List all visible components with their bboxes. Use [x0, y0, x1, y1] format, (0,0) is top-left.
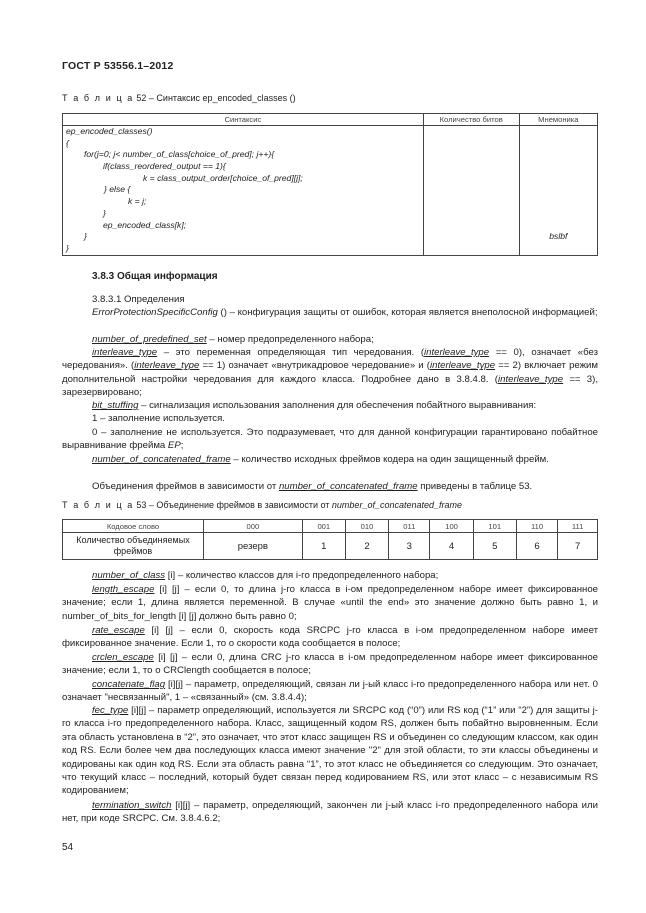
syntax-code-cell — [63, 126, 424, 256]
row-label-codeword: Кодовое слово — [63, 520, 204, 533]
paragraph: number_of_class [i] – количество классов для i-го предопределенного набора; — [92, 570, 439, 581]
code-cell: 111 — [558, 520, 598, 533]
code-cell: 000 — [204, 520, 303, 533]
code-cell: 110 — [516, 520, 557, 533]
code-line: } else { — [104, 184, 131, 195]
code-line: k = class_output_order[choice_of_pred][j]; — [143, 172, 303, 183]
paragraph: Объединения фреймов в зависимости от number_of_concatenated_frame приведены в таблице 53. — [92, 481, 533, 492]
value-cell: 4 — [430, 533, 473, 560]
code-cell: 101 — [473, 520, 516, 533]
paragraph: crclen_escape [i] [j] – если 0, длина CRC j-го класса в i-ом предопределенном наборе имеет фиксированное значение; если 1, то о CRClength сообщается в полосе; — [62, 652, 598, 677]
table-row — [63, 533, 598, 560]
code-line: k = j; — [128, 196, 147, 207]
paragraph: interleave_type – это переменная определяющая тип чередования. (interleave_type == 0), означает «без чередования». (interleave_type == 1) означает «внутрикадровое чередование» и (interleave_type == 2) включает режим дополнительной настройки чередования для каждого класса. Подробнее дано в 3.8.4.8. (interleave_type == 3), зарезервировано; — [62, 347, 599, 399]
table-52-caption-text: 52 – Синтаксис ep_encoded_classes () — [133, 93, 296, 103]
paragraph: fec_type [i][j] – параметр определяющий, используется ли SRCPC код (“0”) или RS код (“1” или “2”) для защиты j-го класса i-го предопределенного набора. Класс, защищенный кодом RS, должен быть побайтно выровненным. Если эта область установлена в “2”, это означает, что этот класс защищен RS и объединен со следующим классом, как один код RS. Если более чем два последующих класса имеют значение "2" для этой области, то эти классы объединены и кодированы как один код RS. Если эта область равна “1”, то этот класс не объединяется со следующим. Это означает, что текущий класс – последний, который будет связан перед кодированием RS, или этот класс – с независимым RS кодированием; — [62, 705, 598, 797]
code-cell: 001 — [302, 520, 345, 533]
document-header: ГОСТ Р 53556.1–2012 — [62, 60, 174, 72]
table-label: Т а б л и ц а — [62, 500, 134, 510]
value-cell: 2 — [345, 533, 388, 560]
code-line: ep_encoded_classes() — [66, 126, 153, 136]
paragraph: termination_switch [i][j] – параметр, определяющий, закончен ли j-ый класс i-го предопределенного набора или нет, при коде SRCPC. См. 3.8.4.6.2; — [62, 800, 598, 825]
code-line: } — [66, 242, 69, 253]
column-header-syntax: Синтаксис — [63, 114, 424, 126]
paragraph: 3.8.3.1 Определения — [92, 294, 185, 305]
code-line: } — [103, 207, 106, 218]
page-number: 54 — [62, 842, 74, 853]
code-line: for(j=0; j< number_of_class[choice_of_pred]; j++){ — [84, 149, 275, 160]
table-53-caption: Т а б л и ц а 53 – Объединение фреймов в зависимости от number_of_concatenated_frame — [62, 500, 463, 510]
paragraph: ErrorProtectionSpecificConfig () – конфигурация защиты от ошибок, которая является внеполосной информацией; — [92, 307, 598, 318]
mnemonic-cell — [519, 126, 597, 256]
value-cell: 7 — [558, 533, 598, 560]
paragraph: 1 – заполнение используется. — [92, 413, 225, 424]
table-row — [63, 520, 598, 533]
table-header-row — [63, 114, 598, 126]
code-line: ep_encoded_class[k]; — [103, 219, 187, 230]
row-label-frames: Количество объединяемых фреймов — [63, 533, 204, 560]
column-header-bits: Количество битов — [423, 114, 519, 126]
table-label: Т а б л и ц а — [62, 93, 134, 103]
value-cell: 1 — [302, 533, 345, 560]
paragraph: concatenate_flag [i][j] – параметр, определяющий, связан ли j-ый класс i-го предопределенного набора или нет. 0 означает "несвязанный", 1 – «связанный» (см. 3.8.4.4); — [62, 679, 598, 704]
code-line: { — [66, 137, 69, 148]
table-52 — [62, 113, 598, 256]
code-line: } — [84, 231, 87, 242]
paragraph: length_escape [i] [j] – если 0, то длина j-го класса в i-ом предопределенном наборе имеет фиксированное значение; если 1, длина является переменной. В случае «until the end» это значение должно быть равно 1, и number_of_bits_for_length [i] [j] должно быть равно 0; — [62, 584, 598, 622]
value-cell: 5 — [473, 533, 516, 560]
table-row — [63, 126, 598, 256]
column-header-mnemonic: Мнемоника — [519, 114, 597, 126]
paragraph: number_of_predefined_set – номер предопределенного набора; — [92, 334, 374, 345]
paragraph: number_of_concatenated_frame – количество исходных фреймов кодера на один защищенный фрейм. — [92, 454, 549, 465]
mnemonic-value: bslbf — [549, 231, 568, 241]
paragraph: rate_escape [i] [j] – если 0, скорость кода SRCPC j-го класса в i-ом предопределенном наборе имеет фиксированное значение. Если 1, то о скорости кода сообщается в полосе; — [62, 625, 598, 650]
bits-cell — [423, 126, 519, 256]
value-cell: 6 — [516, 533, 557, 560]
code-cell: 011 — [389, 520, 430, 533]
value-cell: 3 — [389, 533, 430, 560]
table-52-caption — [62, 93, 296, 103]
code-line: if(class_reordered_output == 1){ — [103, 161, 226, 172]
code-cell: 100 — [430, 520, 473, 533]
paragraph: 0 – заполнение не используется. Это подразумевает, что для данной конфигурации гарантировано побайтное выравнивание фрейма EP; — [62, 427, 598, 452]
value-cell: резерв — [204, 533, 303, 560]
table-53 — [62, 519, 598, 560]
code-cell: 010 — [345, 520, 388, 533]
paragraph: bit_stuffing – сигнализация использования заполнения для обеспечения побайтного выравнивания: — [92, 400, 537, 411]
section-title: 3.8.3 Общая информация — [92, 271, 218, 282]
